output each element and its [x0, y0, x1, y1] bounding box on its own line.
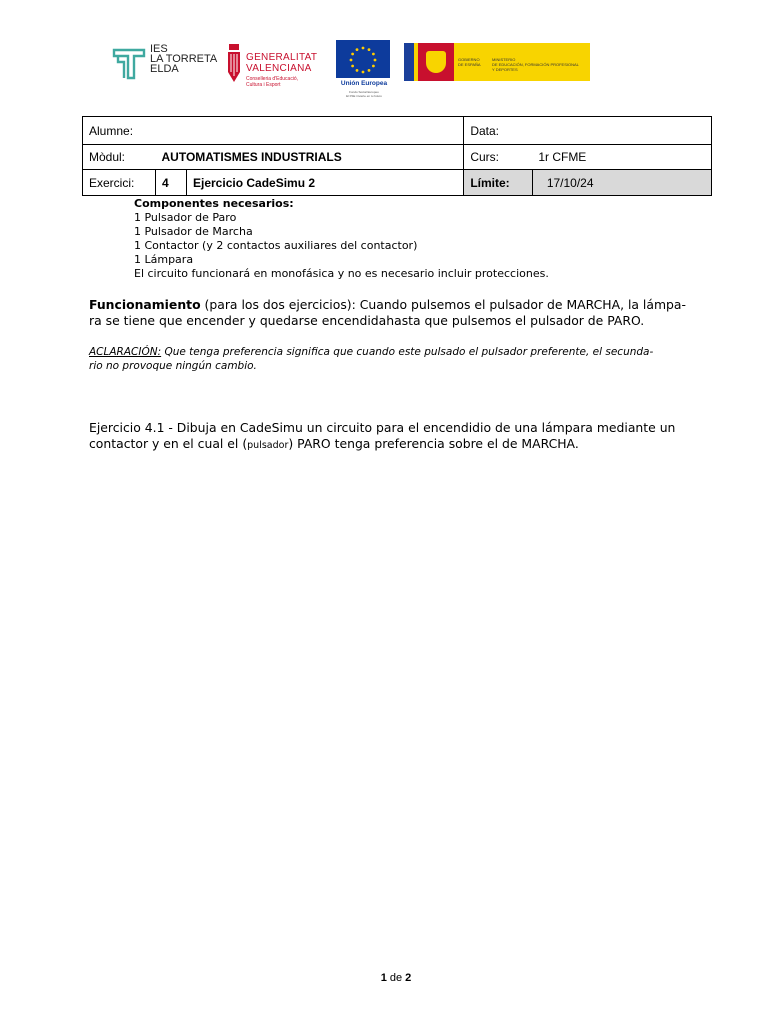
component-item: 1 Lámpara [134, 253, 194, 266]
funcionamiento-title: Funcionamiento [89, 297, 201, 312]
limite-value: 17/10/24 [546, 175, 594, 190]
eu-flag-icon [336, 40, 390, 78]
exercici-num: 4 [162, 175, 169, 190]
aclaracion-line2: rio no provoque ningún cambio. [89, 360, 257, 372]
aclaracion-line1: Que tenga preferencia significa que cuando este pulsado el pulsador preferente, el secunda- [161, 346, 654, 358]
min-line2: DE EDUCACIÓN, FORMACIÓN PROFESIONAL [492, 62, 579, 67]
exercici-num-cell [156, 170, 187, 196]
gva-line2: VALENCIANA [246, 63, 312, 74]
ejercicio-line2-small: pulsador [247, 440, 289, 451]
ies-line3: ELDA [150, 63, 179, 75]
curs-label-cell [464, 145, 533, 170]
funcionamiento-line1: (para los dos ejercicios): Cuando pulsemos el pulsador de MARCHA, la lámpa- [200, 297, 686, 312]
funcionamiento-line2: ra se tiene que encender y quedarse encendidahasta que pulsemos el pulsador de PARO. [89, 313, 645, 328]
page-number [0, 972, 768, 984]
modul-label: Mòdul: [89, 150, 126, 164]
gob-line1: GOBIERNO [458, 57, 480, 62]
spain-crest-icon [426, 51, 446, 73]
eu-fine1: Fondo Social Europeo [349, 90, 379, 94]
min-line3: Y DEPORTES [492, 67, 518, 72]
gva-emblem-icon [226, 42, 242, 84]
limite-value-cell [532, 170, 711, 196]
aclaracion-title: ACLARACIÓN: [89, 346, 162, 358]
eu-mini-flag-icon [404, 43, 414, 81]
modul-value-cell [156, 145, 464, 170]
modul-value: AUTOMATISMES INDUSTRIALS [161, 150, 342, 164]
components-section [134, 197, 549, 281]
exercici-title: Ejercicio CadeSimu 2 [193, 175, 316, 190]
eu-fine2: El FSE invierte en tu futuro [346, 94, 382, 98]
alumne-cell[interactable] [83, 117, 464, 145]
ejercicio-paragraph [89, 420, 701, 454]
gob-line2: DE ESPAÑA [458, 62, 481, 67]
ies-line2: LA TORRETA [150, 53, 218, 65]
curs-label: Curs: [470, 150, 499, 164]
components-title: Componentes necesarios: [134, 197, 294, 210]
component-item: 1 Contactor (y 2 contactos auxiliares del contactor) [134, 239, 418, 252]
alumne-label: Alumne: [89, 123, 134, 138]
page-total: 2 [405, 972, 412, 984]
gva-sub2: Cultura i Esport [246, 82, 281, 88]
eu-label: Unión Europea [340, 80, 388, 87]
generalitat-valenciana-logo [226, 42, 326, 92]
gobierno-espana-logo [404, 43, 590, 81]
component-item: 1 Pulsador de Paro [134, 211, 237, 224]
curs-value: 1r CFME [538, 150, 587, 164]
data-cell[interactable] [464, 117, 712, 145]
logo-bar [110, 40, 600, 102]
curs-value-cell [532, 145, 711, 170]
gva-line1: GENERALITAT [246, 52, 318, 63]
exercici-label: Exercici: [89, 175, 135, 190]
funcionamiento-paragraph [89, 297, 701, 329]
ejercicio-line2a: contactor y en el cual el ( [89, 436, 248, 451]
ies-la-torreta-logo [110, 44, 220, 84]
components-note: El circuito funcionará en monofásica y no es necesario incluir protecciones. [134, 267, 549, 280]
modul-label-cell [83, 145, 156, 170]
exercici-title-cell [187, 170, 464, 196]
gva-sub1: Conselleria d'Educació, [246, 76, 299, 82]
header-table [82, 116, 712, 196]
aclaracion-paragraph [89, 345, 701, 373]
ies-line1: IES [150, 43, 168, 55]
ies-emblem-icon [112, 46, 146, 80]
data-label: Data: [470, 123, 499, 138]
min-line1: MINISTERIO [492, 57, 516, 62]
exercici-label-cell [83, 170, 156, 196]
ejercicio-line2b: ) PARO tenga preferencia sobre el de MARCHA. [288, 436, 579, 451]
page-current: 1 [380, 972, 387, 984]
limite-label: Límite: [470, 175, 510, 190]
ejercicio-line1: Ejercicio 4.1 - Dibuja en CadeSimu un circuito para el encendidio de una lámpara mediante un [89, 420, 676, 435]
component-item: 1 Pulsador de Marcha [134, 225, 253, 238]
union-europea-logo [336, 40, 392, 102]
page-sep: de [386, 972, 406, 984]
limite-label-cell [464, 170, 533, 196]
